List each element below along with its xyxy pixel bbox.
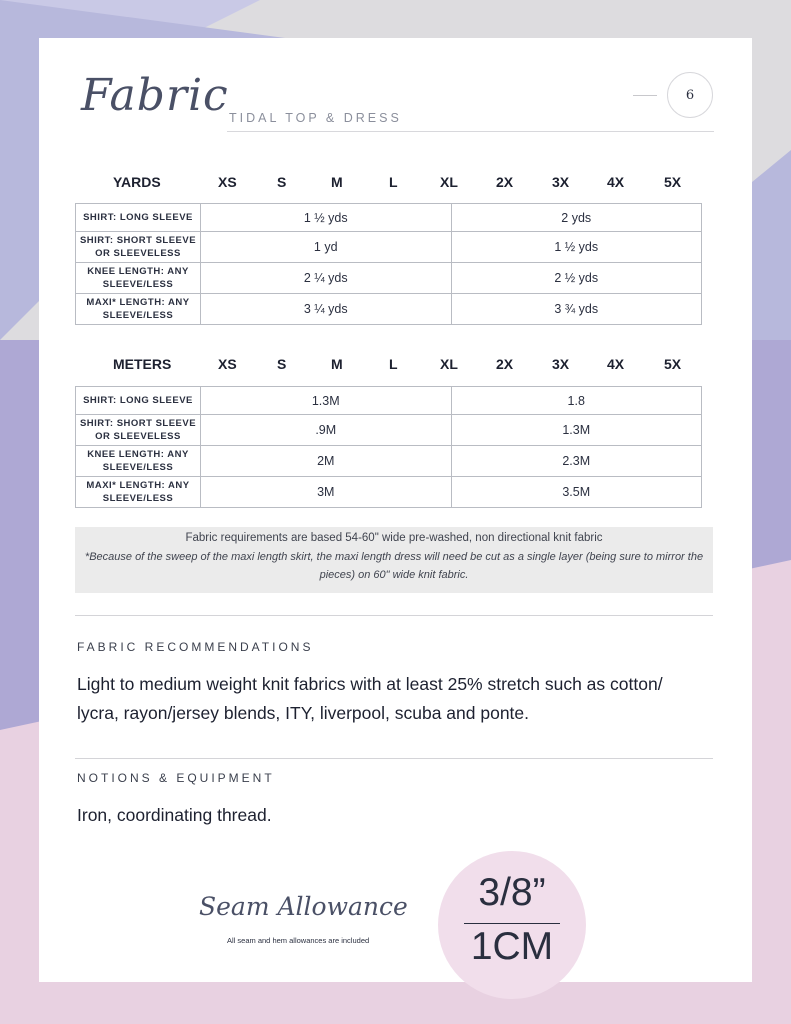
size-label: 4X [607, 174, 625, 190]
table-row [76, 387, 702, 415]
table-row [76, 294, 702, 325]
table-row [76, 263, 702, 294]
meterage-2x-5x: 1.8 [451, 387, 702, 415]
fabric-recommendations-text: Light to medium weight knit fabrics with at least 25% stretch such as cotton/ lycra, rayon/jersey blends, ITY, liverpool, scuba and ponte. [77, 674, 663, 723]
page-number-badge [667, 72, 713, 118]
yardage-2x-5x: 1 ½ yds [451, 232, 702, 263]
seam-allowance-divider [464, 923, 560, 924]
notions-text: Iron, coordinating thread. [77, 805, 272, 825]
meterage-table [75, 386, 702, 508]
meters-size-header [75, 356, 715, 376]
size-label: 4X [607, 356, 625, 372]
table-row [76, 446, 702, 477]
size-label: M [331, 174, 343, 190]
size-label: 3X [552, 356, 570, 372]
yardage-xs-xl: 1 ½ yds [201, 204, 452, 232]
header-divider [227, 131, 714, 132]
pattern-name: TIDAL TOP & DRESS [229, 111, 402, 125]
page-number-dash [633, 95, 657, 96]
seam-allowance-title: Seam Allowance [199, 892, 408, 921]
seam-allowance-imperial: 3/8” [478, 871, 546, 914]
pattern-page [39, 38, 752, 982]
yardage-2x-5x: 2 ½ yds [451, 263, 702, 294]
row-label: KNEE LENGTH: ANY SLEEVE/LESS [76, 263, 201, 294]
size-label: L [389, 356, 398, 372]
yardage-xs-xl: 2 ¼ yds [201, 263, 452, 294]
size-label: 2X [496, 356, 514, 372]
meterage-xs-xl: 2M [201, 446, 452, 477]
meterage-xs-xl: 3M [201, 477, 452, 508]
size-label: 5X [664, 174, 682, 190]
size-label: XL [440, 174, 458, 190]
seam-allowance-metric: 1CM [470, 925, 554, 968]
page-title: Fabric [81, 70, 229, 121]
size-label: XS [218, 356, 237, 372]
row-label: SHIRT: SHORT SLEEVE OR SLEEVELESS [76, 232, 201, 263]
row-label: MAXI* LENGTH: ANY SLEEVE/LESS [76, 294, 201, 325]
row-label: SHIRT: SHORT SLEEVE OR SLEEVELESS [76, 415, 201, 446]
meterage-xs-xl: 1.3M [201, 387, 452, 415]
yards-heading: YARDS [113, 174, 161, 190]
meters-heading: METERS [113, 356, 172, 372]
row-label: SHIRT: LONG SLEEVE [76, 387, 201, 415]
meterage-2x-5x: 3.5M [451, 477, 702, 508]
yardage-table [75, 203, 702, 325]
size-label: 3X [552, 174, 570, 190]
size-label: S [277, 174, 287, 190]
size-label: S [277, 356, 287, 372]
yardage-2x-5x: 2 yds [451, 204, 702, 232]
size-label: M [331, 356, 343, 372]
meterage-xs-xl: .9M [201, 415, 452, 446]
seam-allowance-badge [438, 851, 586, 999]
yards-size-header [75, 174, 715, 194]
section-divider [75, 758, 713, 759]
size-label: L [389, 174, 398, 190]
table-row [76, 477, 702, 508]
page-number: 6 [685, 87, 695, 103]
row-label: SHIRT: LONG SLEEVE [76, 204, 201, 232]
note-line-2: *Because of the sweep of the maxi length skirt, the maxi length dress will need be cut as a single layer (being sure to mirror the pieces) on 60" wide knit fabric. [84, 551, 704, 581]
fabric-requirements-note [75, 527, 713, 593]
table-row [76, 204, 702, 232]
yardage-xs-xl: 1 yd [201, 232, 452, 263]
yardage-2x-5x: 3 ¾ yds [451, 294, 702, 325]
size-label: 2X [496, 174, 514, 190]
row-label: KNEE LENGTH: ANY SLEEVE/LESS [76, 446, 201, 477]
size-label: 5X [664, 356, 682, 372]
notions-heading: NOTIONS & EQUIPMENT [77, 771, 275, 785]
table-row [76, 415, 702, 446]
note-line-1: Fabric requirements are based 54-60" wide pre-washed, non directional knit fabric [185, 532, 603, 544]
size-label: XS [218, 174, 237, 190]
meterage-2x-5x: 1.3M [451, 415, 702, 446]
row-label: MAXI* LENGTH: ANY SLEEVE/LESS [76, 477, 201, 508]
fabric-recommendations-heading: FABRIC RECOMMENDATIONS [77, 640, 314, 654]
size-label: XL [440, 356, 458, 372]
table-row [76, 232, 702, 263]
yardage-xs-xl: 3 ¼ yds [201, 294, 452, 325]
section-divider [75, 615, 713, 616]
meterage-2x-5x: 2.3M [451, 446, 702, 477]
seam-allowance-note: All seam and hem allowances are included [227, 936, 370, 945]
